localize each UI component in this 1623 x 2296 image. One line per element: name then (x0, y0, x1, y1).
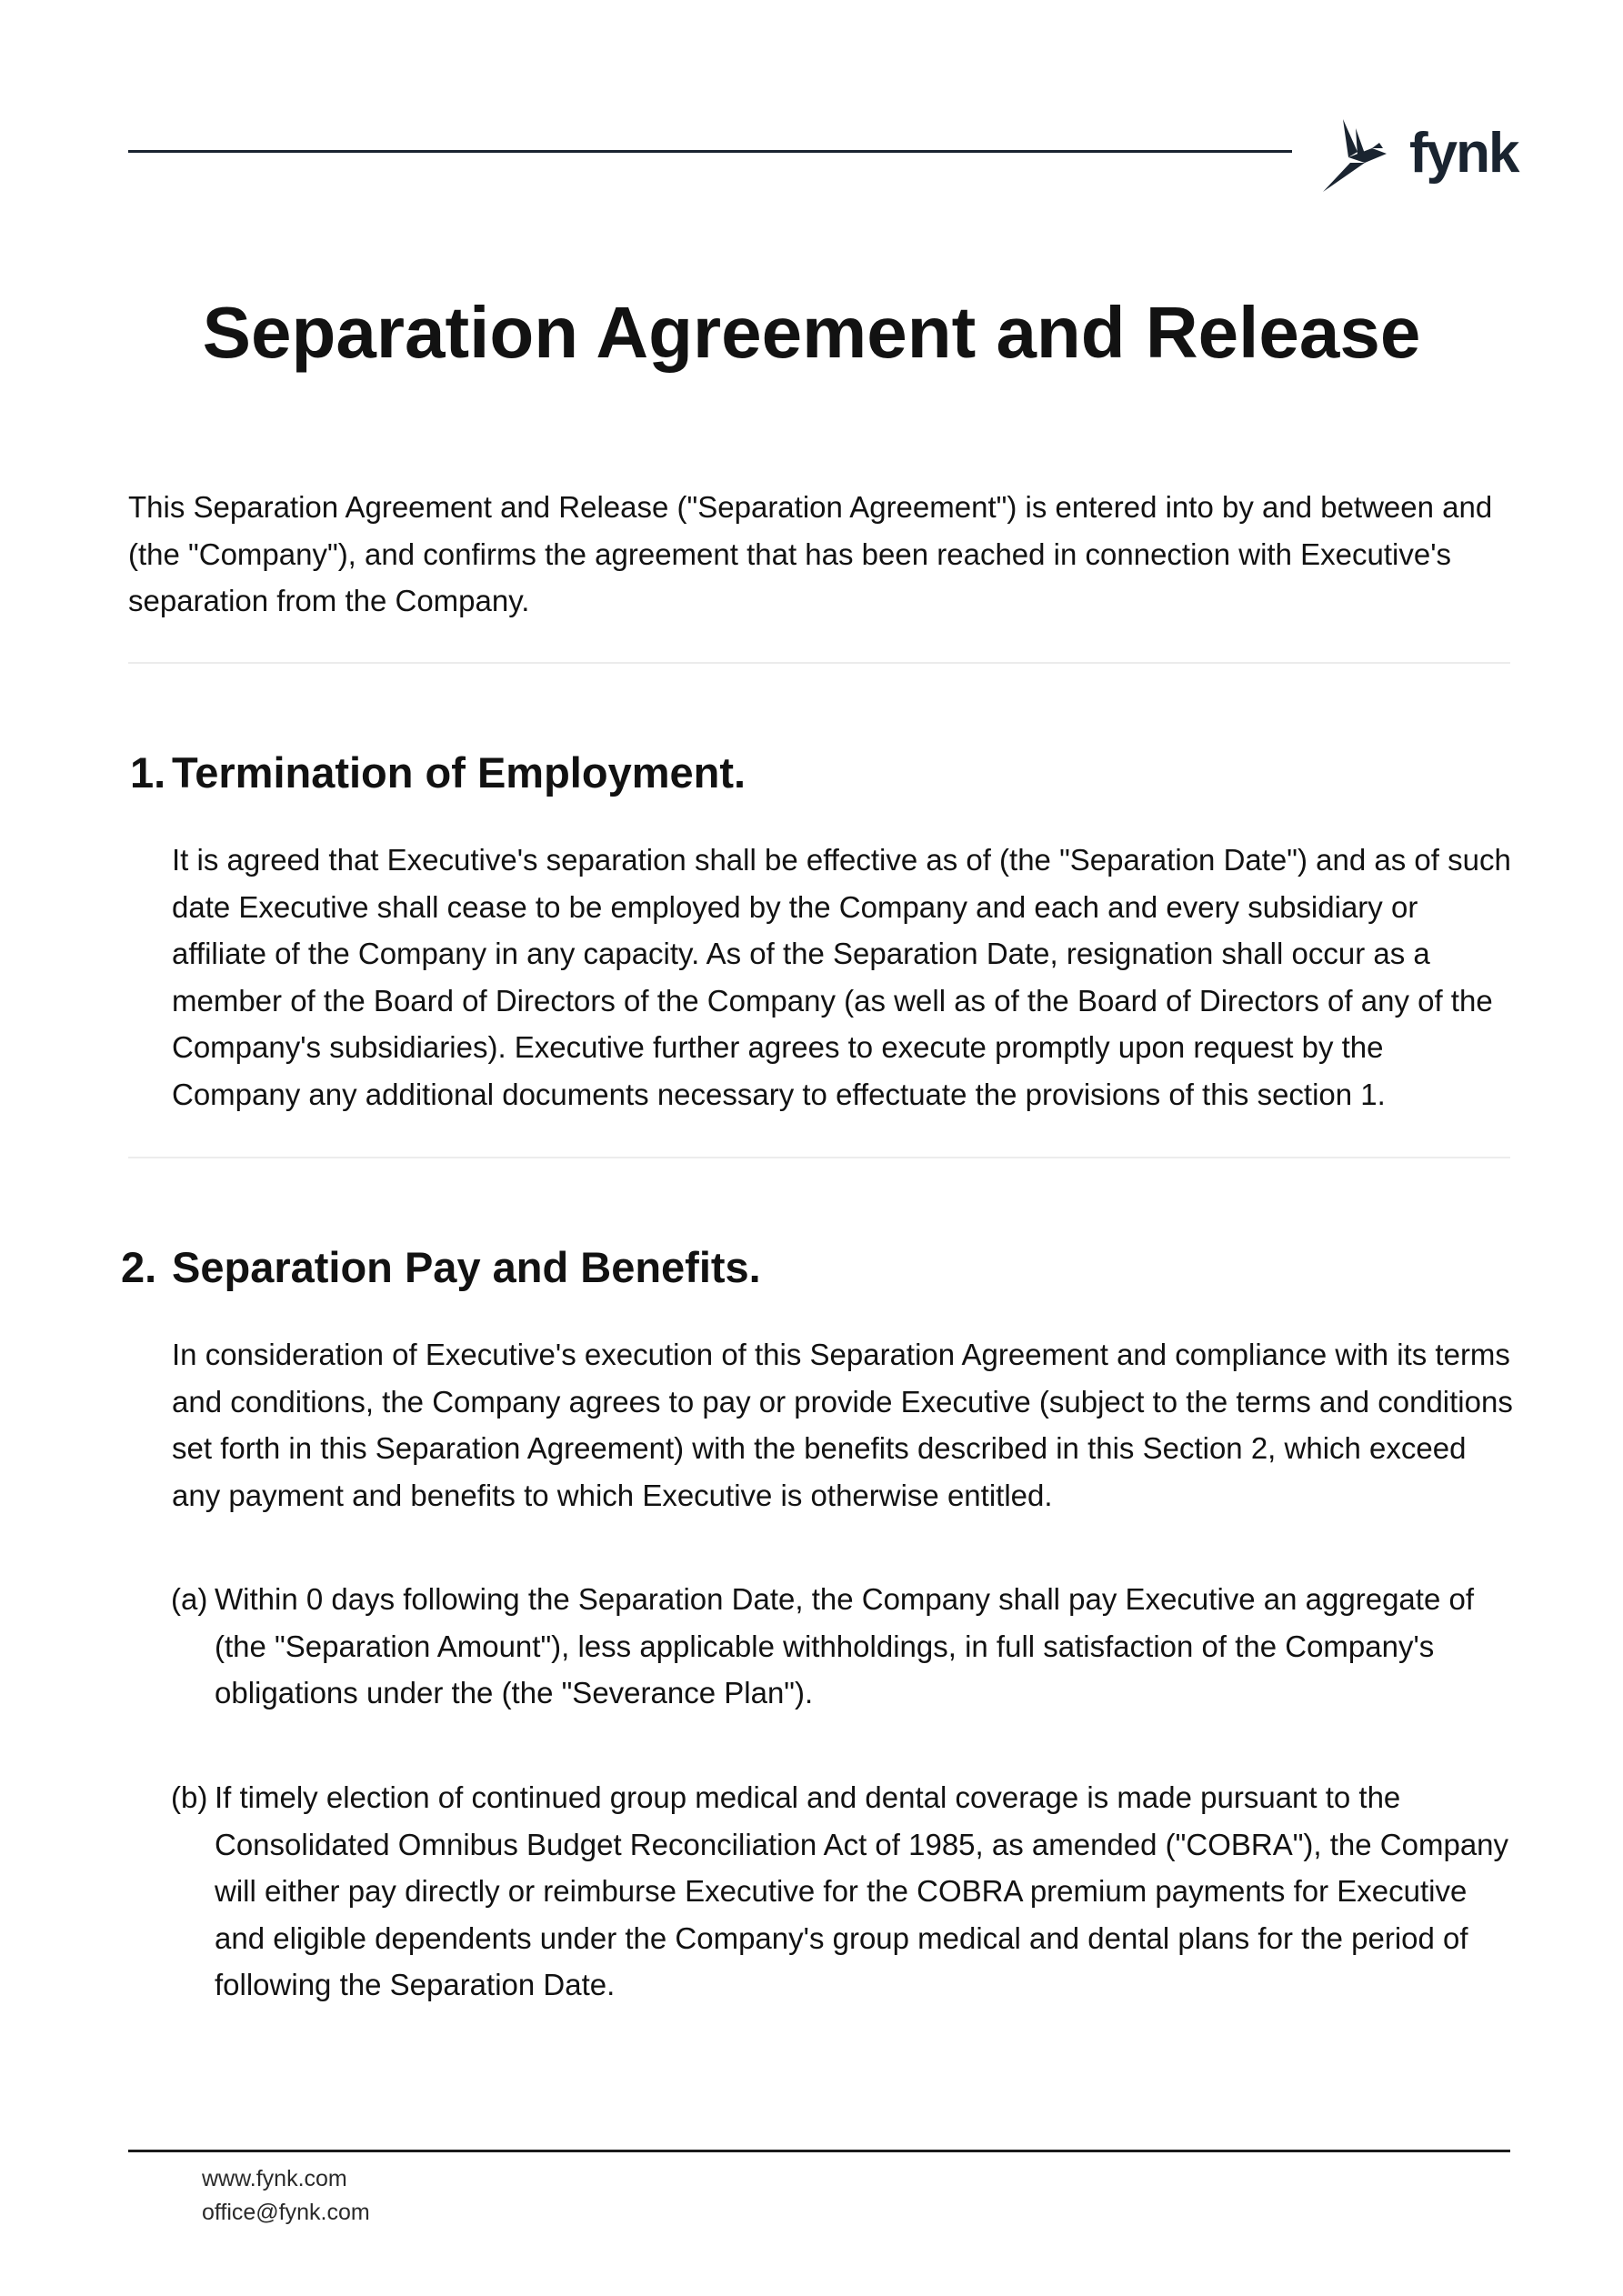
section-2-heading: Separation Pay and Benefits. (172, 1243, 761, 1291)
bird-logo-icon (1323, 115, 1396, 194)
list-item-label: (b) (171, 1780, 208, 1814)
header-rule (128, 150, 1292, 153)
section-2-number: 2. (121, 1243, 157, 1291)
section-divider (128, 1157, 1510, 1158)
list-item-text: If timely election of continued group medical and dental coverage is made pursuant to the Consolidated Omnibus Budget Reconciliation Act of 1985, as amended ("COBRA"), the Company will either pay directly or reimburse Executive for the COBRA premium payments for Executive and eligible dependents under the Company's group medical and dental plans for the period of following the Separation Date. (215, 1780, 1509, 2001)
footer-email-link[interactable]: office@fynk.com (202, 2200, 370, 2225)
section-divider (128, 662, 1510, 664)
list-item-text: Within 0 days following the Separation Date, the Company shall pay Executive an aggregate of (the "Separation Amount"), less applicable withholdings, in full satisfaction of the Company's obligations under the (the "Severance Plan"). (215, 1582, 1474, 1709)
intro-paragraph: This Separation Agreement and Release ("Separation Agreement") is entered into by and between and (the "Company"), and confirms the agreement that has been reached in connection with Executive's separation from the Company. (128, 490, 1493, 617)
footer-website-link[interactable]: www.fynk.com (202, 2166, 347, 2191)
fynk-logo (1323, 114, 1518, 196)
footer-rule (128, 2150, 1510, 2152)
section-2-body: In consideration of Executive's execution of this Separation Agreement and compliance with its terms and conditions, the Company agrees to pay or provide Executive (subject to the terms and conditions set forth in this Separation Agreement) with the benefits described in this Section 2, which exceed any payment and benefits to which Executive is otherwise entitled. (172, 1338, 1513, 1512)
section-1-body: It is agreed that Executive's separation shall be effective as of (the "Separation Date") and as of such date Executive shall cease to be employed by the Company and each and every subsidiary or affiliate of the Company in any capacity. As of the Separation Date, resignation shall occur as a member of the Board of Directors of the Company (as well as of the Board of Directors of any of the Company's subsidiaries). Executive further agrees to execute promptly upon request by the Company any additional documents necessary to effectuate the provisions of this section 1. (172, 843, 1511, 1111)
section-1-heading: Termination of Employment. (172, 748, 746, 797)
list-item-label: (a) (171, 1582, 208, 1616)
document-title: Separation Agreement and Release (202, 292, 1421, 373)
section-1-number: 1. (130, 748, 166, 797)
logo-wordmark: fynk (1409, 122, 1518, 185)
